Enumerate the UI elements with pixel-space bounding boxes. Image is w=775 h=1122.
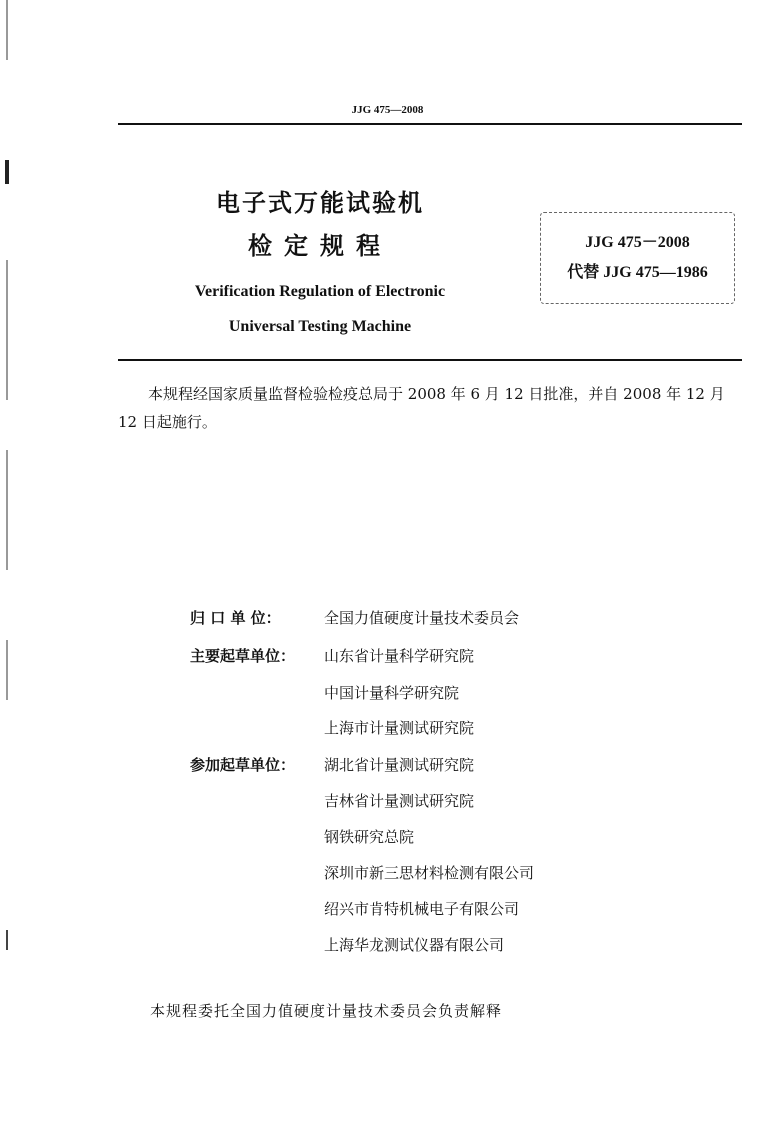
- title-chinese-line1: 电子式万能试验机: [216, 189, 424, 217]
- main-drafter-item: 山东省计量科学研究院: [324, 647, 475, 665]
- participating-drafter-item: 深圳市新三思材料检测有限公司: [324, 864, 535, 882]
- participating-drafter-item: 绍兴市肯特机械电子有限公司: [324, 900, 520, 918]
- scan-margin-marks: [0, 0, 14, 1122]
- approval-paragraph: 本规程经国家质量监督检验检疫总局于 2008 年 6 月 12 日批准，并自 2008 年 12 月 12 日起施行。: [118, 385, 725, 431]
- title-chinese-line2: 检定规程: [248, 232, 392, 260]
- participating-drafters-label: 参加起草单位：: [190, 756, 296, 774]
- standard-code: JJG 475－2008: [585, 234, 690, 251]
- participating-drafter-item: 钢铁研究总院: [324, 828, 415, 846]
- participating-drafter-item: 湖北省计量测试研究院: [324, 756, 475, 774]
- header-rule: [118, 123, 742, 125]
- replaces-code: 代替 JJG 475—1986: [567, 264, 708, 281]
- interpretation-note: 本规程委托全国力值硬度计量技术委员会负责解释: [150, 1002, 503, 1020]
- main-drafters-label: 主要起草单位：: [190, 647, 296, 665]
- header-standard-code: JJG 475—2008: [351, 104, 424, 116]
- title-english-line1: Verification Regulation of Electronic: [194, 283, 446, 300]
- title-rule: [118, 359, 742, 361]
- main-drafter-item: 中国计量科学研究院: [324, 684, 460, 702]
- participating-drafter-item: 吉林省计量测试研究院: [324, 792, 475, 810]
- standard-code-box: [540, 212, 735, 304]
- title-english-line2: Universal Testing Machine: [228, 318, 412, 335]
- responsible-unit-value: 全国力值硬度计量技术委员会: [324, 609, 520, 627]
- participating-drafter-item: 上海华龙测试仪器有限公司: [324, 936, 505, 954]
- main-drafter-item: 上海市计量测试研究院: [324, 719, 475, 737]
- responsible-unit-label: 归 口 单 位：: [190, 609, 281, 627]
